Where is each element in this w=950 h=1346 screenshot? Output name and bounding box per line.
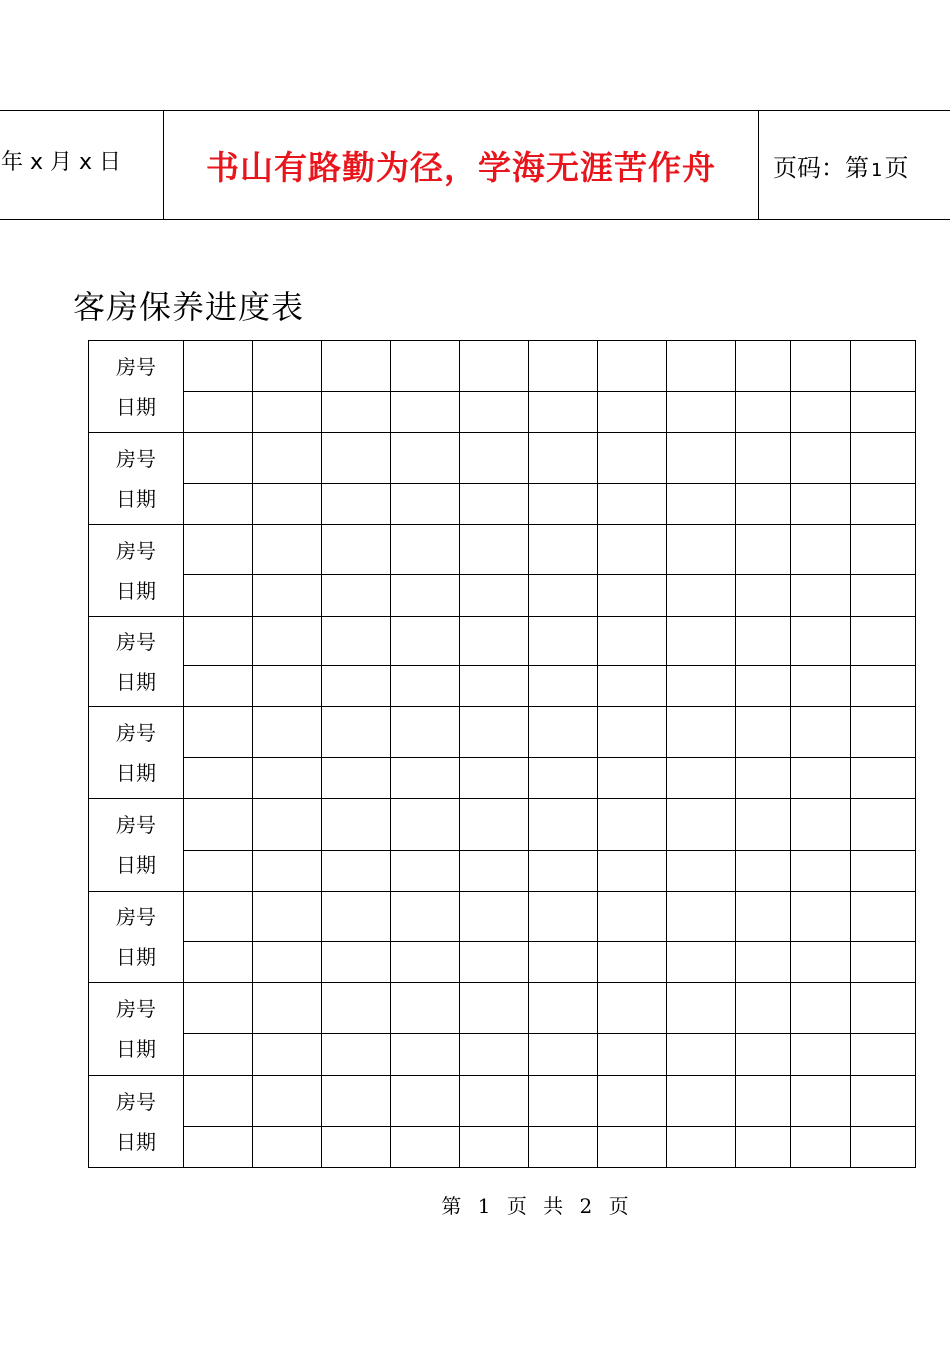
date-cell <box>851 1127 916 1168</box>
table-row <box>89 758 916 799</box>
room-number-cell <box>184 525 253 575</box>
room-number-cell <box>667 617 736 666</box>
date-label: 日期 <box>116 760 156 785</box>
date-cell <box>253 851 322 892</box>
date-cell <box>791 758 851 799</box>
room-number-cell <box>667 525 736 575</box>
room-number-label: 房号 <box>116 538 156 563</box>
room-number-label: 房号 <box>116 997 156 1021</box>
room-number-cell <box>529 433 598 484</box>
date-cell <box>322 1127 391 1168</box>
row-label <box>89 799 184 892</box>
room-number-cell <box>667 1076 736 1127</box>
room-number-cell <box>529 983 598 1034</box>
date-cell <box>529 1127 598 1168</box>
row-label <box>89 341 184 433</box>
date-cell <box>667 1127 736 1168</box>
room-number-cell <box>667 892 736 942</box>
date-label: 日期 <box>116 1129 156 1154</box>
room-number-cell <box>184 341 253 392</box>
date-cell <box>598 666 667 707</box>
room-number-cell <box>736 1076 791 1127</box>
date-cell <box>667 392 736 433</box>
room-number-cell <box>253 341 322 392</box>
table-row <box>89 942 916 983</box>
date-cell <box>667 942 736 983</box>
room-number-cell <box>253 799 322 851</box>
date-cell <box>529 666 598 707</box>
date-cell <box>736 1034 791 1076</box>
date-cell <box>667 575 736 617</box>
room-number-cell <box>667 433 736 484</box>
date-cell <box>391 666 460 707</box>
table-row <box>89 1034 916 1076</box>
room-number-label: 房号 <box>116 629 156 654</box>
date-cell <box>253 942 322 983</box>
date-cell <box>851 575 916 617</box>
date-cell <box>184 1127 253 1168</box>
date-cell <box>667 484 736 525</box>
row-label <box>89 983 184 1076</box>
date-cell <box>529 392 598 433</box>
room-number-label: 房号 <box>116 720 156 745</box>
room-number-cell <box>791 799 851 851</box>
date-cell <box>791 575 851 617</box>
date-cell <box>791 666 851 707</box>
date-cell <box>322 575 391 617</box>
room-number-cell <box>851 617 916 666</box>
date-cell <box>667 1034 736 1076</box>
date-cell <box>667 666 736 707</box>
date-cell <box>736 666 791 707</box>
room-number-cell <box>460 892 529 942</box>
date-cell <box>851 392 916 433</box>
room-number-cell <box>851 525 916 575</box>
date-cell <box>851 484 916 525</box>
room-number-label: 房号 <box>116 813 156 837</box>
date-cell <box>460 392 529 433</box>
date-label: 日期 <box>116 1037 156 1061</box>
room-number-cell <box>460 707 529 758</box>
room-number-cell <box>460 1076 529 1127</box>
room-number-cell <box>253 617 322 666</box>
date-cell <box>391 851 460 892</box>
room-number-cell <box>736 341 791 392</box>
room-number-cell <box>851 892 916 942</box>
room-number-cell <box>184 799 253 851</box>
document-title: 客房保养进度表 <box>73 288 305 326</box>
room-number-cell <box>736 617 791 666</box>
table-row <box>89 1127 916 1168</box>
date-cell <box>791 484 851 525</box>
date-cell <box>598 1127 667 1168</box>
date-cell <box>851 942 916 983</box>
room-number-cell <box>529 341 598 392</box>
room-number-cell <box>184 433 253 484</box>
date-cell <box>253 484 322 525</box>
room-number-cell <box>667 707 736 758</box>
row-label <box>89 617 184 707</box>
room-number-cell <box>184 892 253 942</box>
date-cell <box>598 392 667 433</box>
table-row <box>89 575 916 617</box>
room-number-cell <box>736 892 791 942</box>
room-number-cell <box>391 799 460 851</box>
room-number-cell <box>529 892 598 942</box>
room-number-cell <box>791 983 851 1034</box>
date-cell <box>253 666 322 707</box>
room-number-cell <box>322 617 391 666</box>
room-number-cell <box>736 983 791 1034</box>
room-number-cell <box>253 433 322 484</box>
room-number-cell <box>253 983 322 1034</box>
date-label: 日期 <box>116 486 156 511</box>
date-cell <box>391 758 460 799</box>
table-row <box>89 1076 916 1127</box>
row-label <box>89 1076 184 1168</box>
table-row <box>89 617 916 666</box>
date-cell <box>253 758 322 799</box>
date-cell <box>598 758 667 799</box>
header-date: 年 x 月 x 日 <box>0 111 164 220</box>
date-cell <box>460 1034 529 1076</box>
date-cell <box>667 851 736 892</box>
room-number-cell <box>529 525 598 575</box>
date-cell <box>529 758 598 799</box>
date-cell <box>391 575 460 617</box>
room-number-cell <box>322 525 391 575</box>
date-label: 日期 <box>116 578 156 603</box>
date-cell <box>391 484 460 525</box>
date-cell <box>736 392 791 433</box>
date-cell <box>598 484 667 525</box>
date-cell <box>322 851 391 892</box>
date-cell <box>791 392 851 433</box>
date-cell <box>791 1127 851 1168</box>
date-label: 日期 <box>116 669 156 694</box>
room-number-cell <box>791 707 851 758</box>
date-cell <box>460 851 529 892</box>
date-cell <box>460 666 529 707</box>
date-cell <box>851 851 916 892</box>
date-cell <box>322 666 391 707</box>
date-cell <box>529 575 598 617</box>
table-row <box>89 799 916 851</box>
room-number-cell <box>184 1076 253 1127</box>
date-cell <box>322 758 391 799</box>
room-number-cell <box>598 983 667 1034</box>
room-number-cell <box>598 707 667 758</box>
room-number-cell <box>851 707 916 758</box>
table-row <box>89 433 916 484</box>
date-cell <box>667 758 736 799</box>
room-number-cell <box>736 799 791 851</box>
room-number-cell <box>851 1076 916 1127</box>
row-label <box>89 433 184 525</box>
page-label-prefix: 页码：第 <box>773 153 869 182</box>
date-cell <box>184 392 253 433</box>
room-number-cell <box>598 799 667 851</box>
date-cell <box>791 851 851 892</box>
header-motto: 书山有路勤为径，学海无涯苦作舟 <box>164 111 759 220</box>
date-cell <box>851 666 916 707</box>
date-cell <box>253 1034 322 1076</box>
room-number-cell <box>184 617 253 666</box>
date-cell <box>598 942 667 983</box>
page-label-suffix: 页 <box>884 153 909 182</box>
room-number-cell <box>851 341 916 392</box>
room-number-cell <box>460 341 529 392</box>
date-cell <box>529 484 598 525</box>
room-number-cell <box>598 617 667 666</box>
date-cell <box>253 575 322 617</box>
room-number-cell <box>322 1076 391 1127</box>
room-number-cell <box>253 525 322 575</box>
room-number-cell <box>460 799 529 851</box>
room-number-cell <box>667 983 736 1034</box>
date-cell <box>460 1127 529 1168</box>
room-number-cell <box>529 707 598 758</box>
date-cell <box>322 484 391 525</box>
room-number-cell <box>791 525 851 575</box>
page-footer: 第 1 页 共 2 页 <box>441 1194 629 1218</box>
row-label <box>89 892 184 983</box>
room-number-cell <box>791 433 851 484</box>
room-number-cell <box>460 525 529 575</box>
room-number-cell <box>851 799 916 851</box>
date-cell <box>460 575 529 617</box>
date-cell <box>736 575 791 617</box>
date-cell <box>736 851 791 892</box>
room-number-cell <box>791 1076 851 1127</box>
room-number-cell <box>391 707 460 758</box>
room-number-cell <box>791 341 851 392</box>
date-cell <box>791 1034 851 1076</box>
room-number-cell <box>322 707 391 758</box>
date-cell <box>391 1127 460 1168</box>
date-cell <box>529 851 598 892</box>
room-number-cell <box>598 433 667 484</box>
room-number-cell <box>529 1076 598 1127</box>
room-number-cell <box>391 617 460 666</box>
room-number-cell <box>460 433 529 484</box>
room-number-cell <box>322 433 391 484</box>
room-number-cell <box>391 433 460 484</box>
page-number: 1 <box>871 159 883 181</box>
room-number-label: 房号 <box>116 1089 156 1114</box>
room-number-cell <box>322 892 391 942</box>
room-number-cell <box>460 983 529 1034</box>
room-number-cell <box>529 799 598 851</box>
date-cell <box>322 392 391 433</box>
date-cell <box>391 942 460 983</box>
date-cell <box>598 851 667 892</box>
room-number-cell <box>598 892 667 942</box>
room-number-cell <box>322 799 391 851</box>
room-number-cell <box>391 341 460 392</box>
date-cell <box>322 1034 391 1076</box>
room-number-label: 房号 <box>116 905 156 929</box>
date-cell <box>253 392 322 433</box>
room-number-cell <box>791 892 851 942</box>
table-row <box>89 707 916 758</box>
room-number-cell <box>253 892 322 942</box>
date-cell <box>736 758 791 799</box>
date-cell <box>851 758 916 799</box>
date-cell <box>322 942 391 983</box>
room-number-cell <box>391 1076 460 1127</box>
row-label <box>89 707 184 799</box>
room-number-cell <box>736 525 791 575</box>
date-label: 日期 <box>116 394 156 419</box>
room-number-cell <box>851 983 916 1034</box>
room-number-cell <box>460 617 529 666</box>
room-number-cell <box>598 341 667 392</box>
date-cell <box>851 1034 916 1076</box>
date-cell <box>184 758 253 799</box>
room-number-cell <box>736 707 791 758</box>
table-row <box>89 484 916 525</box>
date-cell <box>391 1034 460 1076</box>
table-row <box>89 341 916 392</box>
room-number-cell <box>851 433 916 484</box>
room-number-cell <box>598 525 667 575</box>
date-cell <box>460 942 529 983</box>
date-cell <box>791 942 851 983</box>
date-cell <box>391 392 460 433</box>
date-cell <box>736 484 791 525</box>
room-number-cell <box>391 983 460 1034</box>
room-number-cell <box>184 983 253 1034</box>
date-cell <box>184 942 253 983</box>
date-cell <box>460 484 529 525</box>
room-number-cell <box>529 617 598 666</box>
room-number-cell <box>322 341 391 392</box>
table-row <box>89 666 916 707</box>
room-number-cell <box>667 341 736 392</box>
room-number-label: 房号 <box>116 446 156 471</box>
room-number-cell <box>253 707 322 758</box>
table-row <box>89 392 916 433</box>
room-number-cell <box>391 892 460 942</box>
date-cell <box>529 942 598 983</box>
date-cell <box>736 1127 791 1168</box>
room-number-cell <box>184 707 253 758</box>
date-cell <box>184 575 253 617</box>
room-number-cell <box>667 799 736 851</box>
date-cell <box>598 575 667 617</box>
room-number-label: 房号 <box>116 354 156 379</box>
date-cell <box>184 484 253 525</box>
room-number-cell <box>598 1076 667 1127</box>
row-label <box>89 525 184 617</box>
room-number-cell <box>253 1076 322 1127</box>
header-page-number <box>759 111 950 220</box>
page-header <box>0 110 950 220</box>
date-cell <box>598 1034 667 1076</box>
date-cell <box>184 851 253 892</box>
date-label: 日期 <box>116 853 156 877</box>
table-row <box>89 983 916 1034</box>
room-number-cell <box>736 433 791 484</box>
room-number-cell <box>791 617 851 666</box>
date-cell <box>529 1034 598 1076</box>
date-label: 日期 <box>116 945 156 969</box>
date-cell <box>253 1127 322 1168</box>
table-row <box>89 851 916 892</box>
date-cell <box>460 758 529 799</box>
table-row <box>89 892 916 942</box>
date-cell <box>184 666 253 707</box>
date-cell <box>736 942 791 983</box>
room-number-cell <box>322 983 391 1034</box>
date-cell <box>184 1034 253 1076</box>
maintenance-schedule-table <box>88 340 916 1168</box>
room-number-cell <box>391 525 460 575</box>
table-row <box>89 525 916 575</box>
